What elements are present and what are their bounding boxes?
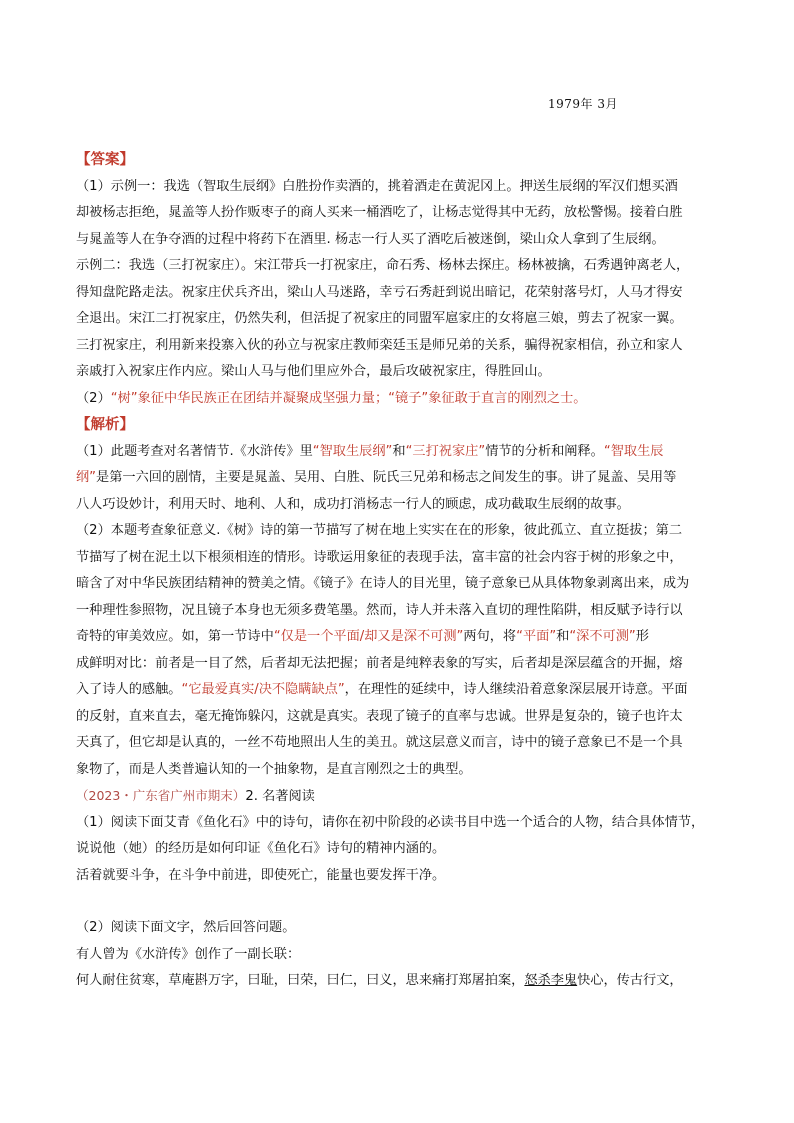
analysis-2-line: 一种理性参照物，况且镜子本身也无须多费笔墨。然而，诗人并未落入直切的理性陷阱，相反赋予诗行以 xyxy=(76,602,683,618)
answer-line: 却被杨志拒绝，晁盖等人扮作贩枣子的商人买来一桶酒吃了，让杨志觉得其中无药，放松警惕。接着白胜 xyxy=(76,205,683,220)
date-line: 1979年 3月 xyxy=(548,97,618,111)
analysis-heading: 【解析】 xyxy=(76,417,134,433)
question-2-1-line: 说说他（她）的经历是如何印证《鱼化石》诗句的精神内涵的。 xyxy=(76,841,446,856)
analysis-2-line: 节描写了树在泥土以下根须相连的情形。诗歌运用象征的表现手法，富丰富的社会内容于树的形象之中， xyxy=(76,549,683,565)
answer-line: （1）示例一：我选（智取生辰纲》白胜扮作卖酒的，挑着酒走在黄泥冈上。押送生辰纲的军汉们想买酒 xyxy=(76,178,678,194)
analysis-2-line: 暗含了对中华民族团结精神的赞美之情。《镜子》在诗人的目光里，镜子意象已从具体物象剥离出来，成为 xyxy=(76,576,690,591)
question-2-1-line: （1）阅读下面艾青《鱼化石》中的诗句，请你在初中阶段的必读书目中选一个适合的人物，结合具体情节， xyxy=(76,814,705,830)
analysis-1-line: 八人巧设妙计，利用天时、地利、人和，成功打消杨志一行人的顾虑，成功截取生辰纲的故事。 xyxy=(76,496,630,512)
answer-2 xyxy=(76,386,732,413)
analysis-2-line: 奇特的审美效应。如，第一节诗中“仅是一个平面/却又是深不可测”两句，将“平面”和“深不可测”形 xyxy=(76,629,649,644)
question-2-title xyxy=(76,783,732,810)
answer-line: 三打祝家庄，利用新来投寨入伙的孙立与祝家庄教师栾廷玉是师兄弟的关系，骗得祝家相信，孙立和家人 xyxy=(76,337,683,353)
answer-line: 亲戚打入祝家庄作内应。梁山人马与他们里应外合，最后攻破祝家庄，得胜回山。 xyxy=(76,364,551,379)
poem-quote: 活着就要斗争，在斗争中前进，即使死亡，能量也要发挥干净。 xyxy=(76,867,446,883)
source-tag: （2023・广东省广州市期末） xyxy=(76,788,246,803)
blank-gap xyxy=(76,889,732,915)
answer-line: 全退出。宋江二打祝家庄，仍然失利，但活捉了祝家庄的同盟军扈家庄的女将扈三娘，剪去了祝家一翼。 xyxy=(76,311,683,326)
analysis-2-line: 象物了，而是人类普遍认知的一个抽象物，是直言刚烈之士的典型。 xyxy=(76,761,472,777)
couplet-line: 何人耐住贫寒，草庵斟万字，曰耻，曰荣，曰仁，曰义，思来痛打郑屠拍案，怒杀李鬼快心，传古行文， xyxy=(76,973,683,988)
answer-2-text: “树”象征中华民族正在团结并凝聚成坚强力量；“镜子”象征敢于直言的刚烈之士。 xyxy=(110,390,587,406)
analysis-2-line: （2）本题考查象征意义.《树》诗的第一节描写了树在地上实实在在的形象，彼此孤立、直立挺拔；第二 xyxy=(76,523,683,538)
answer-line: 得知盘陀路走法。祝家庄伏兵齐出，梁山人马迷路，幸亏石秀赶到说出暗记，花荣射落号灯，人马才得安 xyxy=(76,284,683,300)
answer-line: 与晁盖等人在争夺酒的过程中将药下在酒里. 杨志一行人买了酒吃后被迷倒，梁山众人拿到了生辰纲。 xyxy=(76,231,665,247)
analysis-2-line: 入了诗人的感触。“它最爱真实/决不隐瞒缺点”，在理性的延续中，诗人继续沿着意象深层展开诗意。平面 xyxy=(76,682,688,697)
answer-2-prefix: （2） xyxy=(76,390,111,406)
content-body xyxy=(76,147,732,995)
analysis-2-line: 的反射，直来直去，毫无掩饰躲闪，这就是真实。表现了镜子的直率与忠诚。世界是复杂的，镜子也许太 xyxy=(76,708,683,724)
analysis-1-line: 纲”是第一六回的剧情，主要是晁盖、吴用、白胜、阮氏三兄弟和杨志之间发生的事。讲了晁盖、吴用等 xyxy=(76,470,677,485)
analysis-2-line: 成鲜明对比：前者是一目了然，后者却无法把握；前者是纯粹表象的写实，后者却是深层蕴含的开掘，熔 xyxy=(76,655,683,671)
question-2-2-intro: 有人曾为《水浒传》创作了一副长联： xyxy=(76,946,301,962)
analysis-2-line: 天真了，但它却是认真的，一丝不苟地照出人生的美丑。就这层意义而言，诗中的镜子意象已不是一个具 xyxy=(76,735,683,750)
answer-heading: 【答案】 xyxy=(76,152,134,168)
underlined-phrase: 怒杀李鬼 xyxy=(524,973,578,988)
answer-line: 示例二：我选（三打祝家庄）。宋江带兵一打祝家庄，命石秀、杨林去探庄。杨林被擒，石秀遇钟离老人， xyxy=(76,258,690,273)
analysis-1-line: （1）此题考查对名著情节.《水浒传》里“智取生辰纲”和“三打祝家庄”情节的分析和阐释。“智取生辰 xyxy=(76,443,664,459)
question-2-label: 2. 名著阅读 xyxy=(245,789,315,804)
question-2-2-title: （2）阅读下面文字，然后回答问题。 xyxy=(76,920,296,935)
